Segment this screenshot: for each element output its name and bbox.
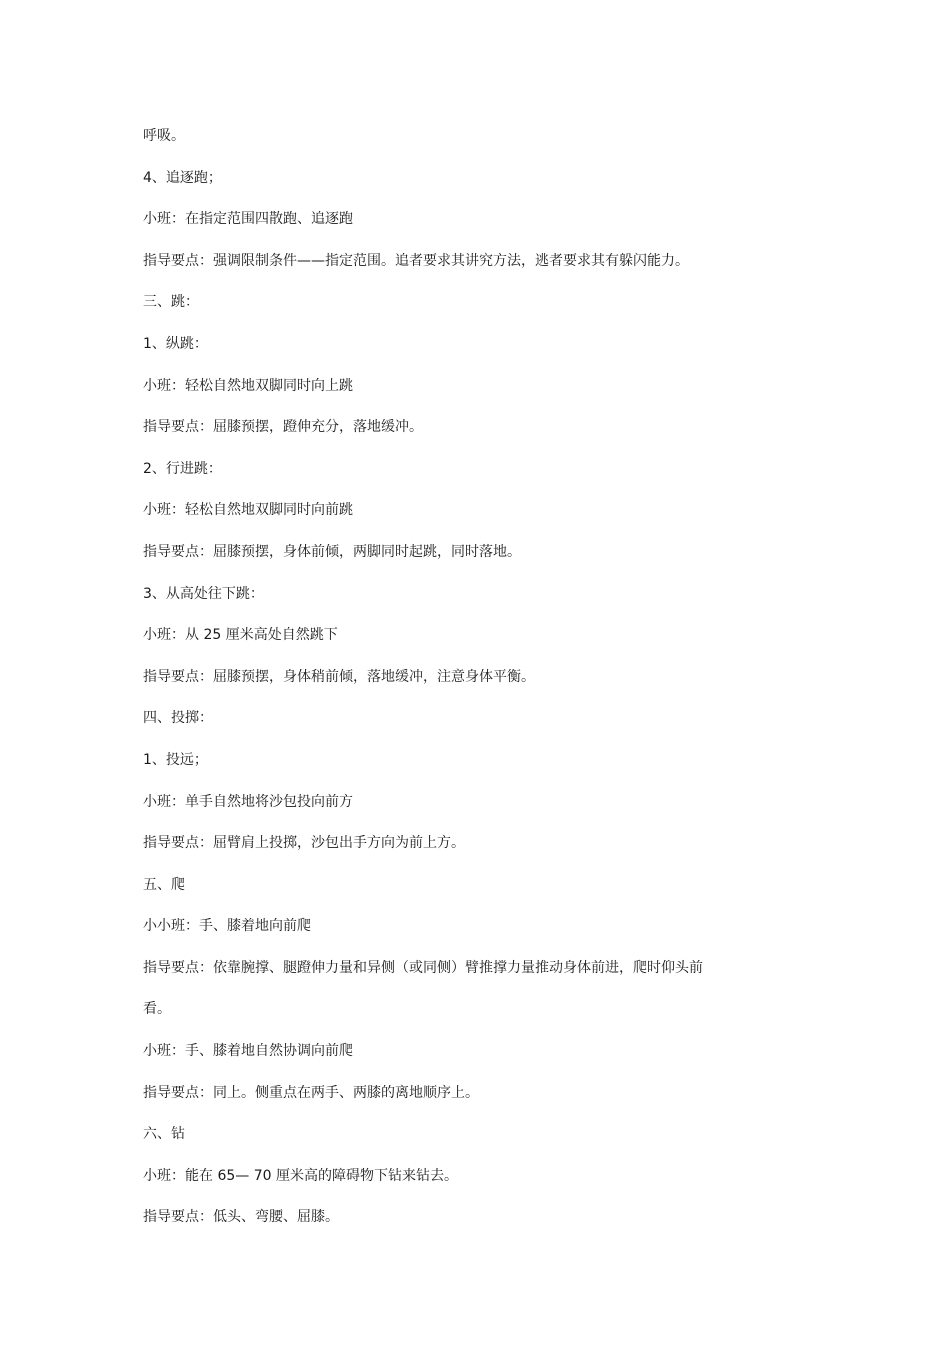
text-line: 小班：从 25 厘米高处自然跳下 [143,627,338,644]
text-line: 指导要点：屈臂肩上投掷，沙包出手方向为前上方。 [143,835,465,852]
text-line: 指导要点：同上。侧重点在两手、两膝的离地顺序上。 [143,1084,479,1101]
text-line: 小小班：手、膝着地向前爬 [143,918,311,935]
document-body [143,125,783,1248]
text-line: 指导要点：屈膝预摆，身体稍前倾，落地缓冲，注意身体平衡。 [143,668,535,685]
section-heading: 1、纵跳： [143,335,208,352]
text-line: 小班：手、膝着地自然协调向前爬 [143,1043,353,1060]
text-line: 小班：能在 65— 70 厘米高的障碍物下钻来钻去。 [143,1167,458,1184]
text-line: 看。 [143,1001,171,1018]
text-line: 小班：单手自然地将沙包投向前方 [143,793,353,810]
text-line: 指导要点：屈膝预摆，蹬伸充分，落地缓冲。 [143,419,423,436]
section-heading: 4、追逐跑； [143,169,222,186]
text-line: 小班：在指定范围四散跑、追逐跑 [143,211,353,228]
text-line: 呼吸。 [143,128,185,144]
text-line: 小班：轻松自然地双脚同时向前跳 [143,502,353,519]
text-line: 指导要点：强调限制条件——指定范围。追者要求其讲究方法，逃者要求其有躲闪能力。 [143,252,689,269]
text-line: 指导要点：屈膝预摆，身体前倾，两脚同时起跳，同时落地。 [143,543,521,560]
section-heading: 2、行进跳： [143,460,222,477]
section-heading: 三、跳： [143,294,199,311]
section-heading: 四、投掷： [143,710,213,727]
text-line: 小班：轻松自然地双脚同时向上跳 [143,377,353,394]
text-line: 指导要点：依靠腕撑、腿蹬伸力量和异侧（或同侧）臂推撑力量推动身体前进，爬时仰头前 [143,959,703,976]
text-line: 指导要点：低头、弯腰、屈膝。 [143,1209,339,1226]
section-heading: 五、爬 [143,876,185,893]
section-heading: 1、投远； [143,751,208,768]
section-heading: 六、钻 [143,1126,185,1143]
section-heading: 3、从高处往下跳： [143,585,264,602]
